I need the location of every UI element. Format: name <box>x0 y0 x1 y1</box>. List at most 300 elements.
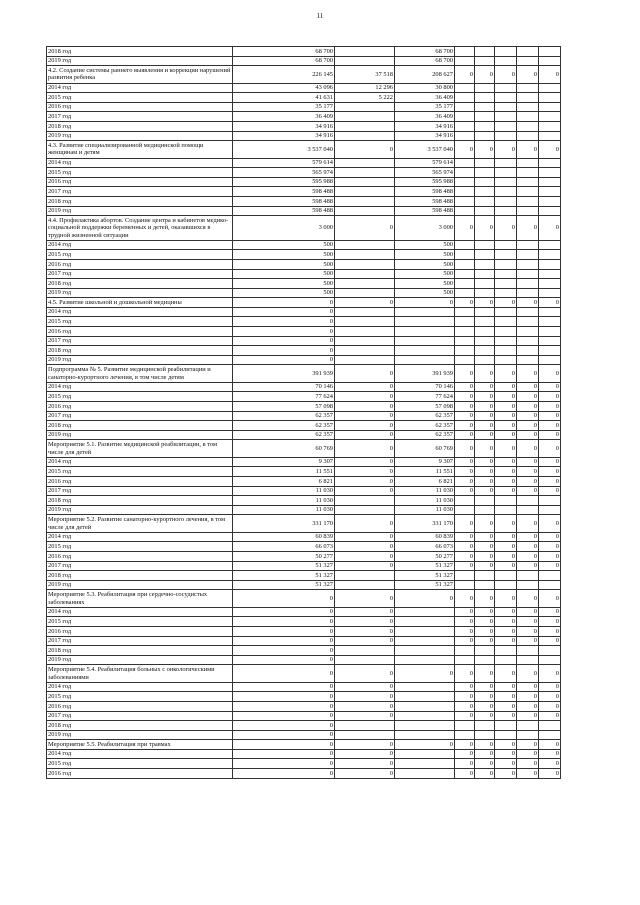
cell-c7: 0 <box>517 365 539 382</box>
cell-c8: 0 <box>539 457 561 467</box>
cell-c7: 0 <box>517 467 539 477</box>
cell-total: 60 769 <box>233 440 335 457</box>
cell-c2 <box>335 250 395 260</box>
cell-c4: 0 <box>455 402 475 412</box>
cell-c6 <box>495 307 517 317</box>
row-label: 2014 год <box>47 532 233 542</box>
cell-total: 579 614 <box>233 158 335 168</box>
cell-total: 0 <box>233 626 335 636</box>
table-row <box>47 141 561 158</box>
cell-total: 70 146 <box>233 382 335 392</box>
row-label: Мероприятие 5.5. Реабилитация при травмах <box>47 740 233 750</box>
table-row <box>47 250 561 260</box>
cell-total: 3 537 040 <box>233 141 335 158</box>
cell-c3: 598 488 <box>395 187 455 197</box>
cell-c6: 0 <box>495 590 517 607</box>
cell-c4 <box>455 279 475 289</box>
cell-c2 <box>335 346 395 356</box>
cell-c8: 0 <box>539 365 561 382</box>
cell-c2 <box>335 196 395 206</box>
cell-c7 <box>517 121 539 131</box>
cell-c7 <box>517 168 539 178</box>
cell-c2 <box>335 288 395 298</box>
cell-c2 <box>335 206 395 216</box>
cell-c2 <box>335 496 395 506</box>
cell-c8 <box>539 259 561 269</box>
cell-c4: 0 <box>455 542 475 552</box>
cell-c5 <box>475 355 495 365</box>
cell-c3: 51 327 <box>395 571 455 581</box>
cell-c4: 0 <box>455 749 475 759</box>
row-label: 2018 год <box>47 496 233 506</box>
cell-c3: 595 988 <box>395 177 455 187</box>
cell-c4: 0 <box>455 551 475 561</box>
cell-c8: 0 <box>539 626 561 636</box>
cell-c7: 0 <box>517 515 539 532</box>
row-label: 4.4. Профилактика абортов. Создание центра и кабинетов медико-социальной поддержки беременных и детей, оказавшихся в трудной жизненной ситуации <box>47 216 233 241</box>
cell-c6: 0 <box>495 486 517 496</box>
cell-c4 <box>455 505 475 515</box>
cell-c6 <box>495 505 517 515</box>
cell-c2 <box>335 317 395 327</box>
table-row <box>47 477 561 487</box>
cell-c6 <box>495 93 517 103</box>
cell-c2 <box>335 269 395 279</box>
cell-c6: 0 <box>495 617 517 627</box>
cell-c5: 0 <box>475 617 495 627</box>
cell-c3: 60 769 <box>395 440 455 457</box>
cell-total: 34 916 <box>233 131 335 141</box>
cell-c6: 0 <box>495 626 517 636</box>
cell-total: 0 <box>233 721 335 731</box>
row-label: 2014 год <box>47 682 233 692</box>
cell-c8: 0 <box>539 467 561 477</box>
cell-c6: 0 <box>495 457 517 467</box>
cell-total: 0 <box>233 701 335 711</box>
cell-c8 <box>539 336 561 346</box>
cell-c3 <box>395 759 455 769</box>
cell-total: 0 <box>233 617 335 627</box>
cell-c3: 0 <box>395 665 455 682</box>
cell-c3 <box>395 682 455 692</box>
cell-c7 <box>517 240 539 250</box>
table-row <box>47 440 561 457</box>
cell-total: 68 700 <box>233 56 335 66</box>
row-label: 2016 год <box>47 701 233 711</box>
cell-c7 <box>517 131 539 141</box>
cell-c4: 0 <box>455 759 475 769</box>
cell-c4: 0 <box>455 298 475 308</box>
table-row <box>47 187 561 197</box>
cell-c2: 0 <box>335 542 395 552</box>
row-label: 2019 год <box>47 56 233 66</box>
row-label: 2016 год <box>47 259 233 269</box>
cell-c8 <box>539 721 561 731</box>
cell-c6 <box>495 131 517 141</box>
cell-c2 <box>335 580 395 590</box>
row-label: 2015 год <box>47 317 233 327</box>
cell-c6: 0 <box>495 392 517 402</box>
cell-c5: 0 <box>475 392 495 402</box>
cell-c3: 11 030 <box>395 486 455 496</box>
cell-c2: 0 <box>335 626 395 636</box>
cell-c3: 0 <box>395 740 455 750</box>
cell-c7: 0 <box>517 66 539 83</box>
cell-c4: 0 <box>455 141 475 158</box>
cell-c4 <box>455 121 475 131</box>
row-label: 2019 год <box>47 655 233 665</box>
cell-c8: 0 <box>539 769 561 779</box>
cell-c5 <box>475 646 495 656</box>
table-row <box>47 336 561 346</box>
cell-c2: 0 <box>335 457 395 467</box>
cell-c3: 500 <box>395 240 455 250</box>
cell-c7: 0 <box>517 411 539 421</box>
cell-c7 <box>517 655 539 665</box>
table-row <box>47 259 561 269</box>
cell-c4 <box>455 355 475 365</box>
cell-c8: 0 <box>539 440 561 457</box>
cell-c6: 0 <box>495 532 517 542</box>
cell-c6: 0 <box>495 515 517 532</box>
cell-c3 <box>395 607 455 617</box>
cell-c4: 0 <box>455 477 475 487</box>
row-label: 2016 год <box>47 477 233 487</box>
cell-total: 226 145 <box>233 66 335 83</box>
table-row <box>47 158 561 168</box>
cell-c7: 0 <box>517 617 539 627</box>
cell-c7 <box>517 196 539 206</box>
cell-c7 <box>517 317 539 327</box>
cell-c7: 0 <box>517 711 539 721</box>
row-label: 4.3. Развитие специализированной медицинской помощи женщинам и детям <box>47 141 233 158</box>
cell-c7 <box>517 102 539 112</box>
cell-c6: 0 <box>495 382 517 392</box>
cell-total: 62 357 <box>233 430 335 440</box>
cell-total: 34 916 <box>233 121 335 131</box>
cell-c2 <box>335 168 395 178</box>
row-label: 2019 год <box>47 580 233 590</box>
cell-c6 <box>495 102 517 112</box>
cell-c4 <box>455 83 475 93</box>
cell-c3 <box>395 336 455 346</box>
cell-c2 <box>335 56 395 66</box>
row-label: 2017 год <box>47 711 233 721</box>
cell-total: 0 <box>233 327 335 337</box>
cell-c7 <box>517 47 539 57</box>
cell-total: 0 <box>233 336 335 346</box>
cell-c8: 0 <box>539 617 561 627</box>
cell-c8 <box>539 730 561 740</box>
cell-c5 <box>475 240 495 250</box>
table-row <box>47 486 561 496</box>
cell-c8: 0 <box>539 392 561 402</box>
cell-total: 565 974 <box>233 168 335 178</box>
cell-c7 <box>517 730 539 740</box>
cell-total: 3 000 <box>233 216 335 241</box>
cell-c2: 0 <box>335 617 395 627</box>
table-row <box>47 532 561 542</box>
cell-c2: 0 <box>335 665 395 682</box>
cell-c3 <box>395 626 455 636</box>
cell-c6: 0 <box>495 467 517 477</box>
cell-c5 <box>475 131 495 141</box>
cell-c6: 0 <box>495 430 517 440</box>
cell-c3: 30 800 <box>395 83 455 93</box>
cell-c6: 0 <box>495 682 517 692</box>
cell-c7 <box>517 83 539 93</box>
row-label: 2014 год <box>47 158 233 168</box>
cell-c8: 0 <box>539 542 561 552</box>
cell-c7 <box>517 336 539 346</box>
table-row <box>47 346 561 356</box>
cell-c2: 12 296 <box>335 83 395 93</box>
cell-c7 <box>517 112 539 122</box>
cell-c8 <box>539 177 561 187</box>
table-row <box>47 66 561 83</box>
row-label: 2014 год <box>47 749 233 759</box>
cell-c4 <box>455 240 475 250</box>
cell-c2 <box>335 158 395 168</box>
cell-c6: 0 <box>495 701 517 711</box>
table-row <box>47 392 561 402</box>
cell-c3: 62 357 <box>395 411 455 421</box>
cell-total: 0 <box>233 655 335 665</box>
cell-c7: 0 <box>517 440 539 457</box>
cell-c3 <box>395 617 455 627</box>
cell-c4 <box>455 580 475 590</box>
cell-c2 <box>335 730 395 740</box>
table-row <box>47 430 561 440</box>
cell-c3: 51 327 <box>395 580 455 590</box>
cell-c3: 500 <box>395 279 455 289</box>
row-label: 4.5. Развитие школьной и дошкольной медицины <box>47 298 233 308</box>
cell-c6 <box>495 83 517 93</box>
row-label: 2015 год <box>47 168 233 178</box>
cell-c7: 0 <box>517 682 539 692</box>
cell-c2 <box>335 112 395 122</box>
cell-c4: 0 <box>455 701 475 711</box>
table-row <box>47 496 561 506</box>
table-row <box>47 561 561 571</box>
cell-c6 <box>495 177 517 187</box>
cell-c5: 0 <box>475 467 495 477</box>
cell-c8: 0 <box>539 749 561 759</box>
cell-total: 36 409 <box>233 112 335 122</box>
row-label: 2015 год <box>47 542 233 552</box>
cell-total: 68 700 <box>233 47 335 57</box>
cell-c5: 0 <box>475 561 495 571</box>
cell-total: 11 030 <box>233 486 335 496</box>
cell-c4 <box>455 196 475 206</box>
cell-c8 <box>539 317 561 327</box>
cell-c7: 0 <box>517 759 539 769</box>
cell-c3: 11 030 <box>395 496 455 506</box>
cell-c4 <box>455 571 475 581</box>
cell-c8 <box>539 121 561 131</box>
table-row <box>47 467 561 477</box>
cell-total: 0 <box>233 692 335 702</box>
row-label: 2017 год <box>47 411 233 421</box>
cell-c3: 391 939 <box>395 365 455 382</box>
cell-c4 <box>455 102 475 112</box>
cell-c4: 0 <box>455 617 475 627</box>
cell-c8: 0 <box>539 692 561 702</box>
cell-c2 <box>335 721 395 731</box>
cell-c4: 0 <box>455 486 475 496</box>
cell-c5 <box>475 288 495 298</box>
cell-c8: 0 <box>539 298 561 308</box>
table-row <box>47 457 561 467</box>
table-row <box>47 542 561 552</box>
table-row <box>47 196 561 206</box>
cell-c7: 0 <box>517 626 539 636</box>
cell-c5: 0 <box>475 551 495 561</box>
cell-c7 <box>517 496 539 506</box>
row-label: 2015 год <box>47 759 233 769</box>
table-row <box>47 402 561 412</box>
cell-c4 <box>455 496 475 506</box>
cell-c8: 0 <box>539 421 561 431</box>
row-label: Мероприятие 5.3. Реабилитация при сердечно-сосудистых заболеваниях <box>47 590 233 607</box>
cell-c5: 0 <box>475 477 495 487</box>
cell-c5 <box>475 730 495 740</box>
table-row <box>47 701 561 711</box>
cell-c5: 0 <box>475 626 495 636</box>
cell-c2: 37 518 <box>335 66 395 83</box>
cell-c6: 0 <box>495 665 517 682</box>
cell-c5: 0 <box>475 411 495 421</box>
cell-c7: 0 <box>517 430 539 440</box>
cell-total: 500 <box>233 288 335 298</box>
cell-c6: 0 <box>495 561 517 571</box>
row-label: 2015 год <box>47 692 233 702</box>
cell-c8: 0 <box>539 477 561 487</box>
cell-c3: 62 357 <box>395 430 455 440</box>
cell-c5: 0 <box>475 759 495 769</box>
cell-c3: 11 030 <box>395 505 455 515</box>
cell-c8: 0 <box>539 141 561 158</box>
table-row <box>47 626 561 636</box>
row-label: 2019 год <box>47 730 233 740</box>
cell-c6: 0 <box>495 477 517 487</box>
cell-c8 <box>539 505 561 515</box>
cell-c3: 35 177 <box>395 102 455 112</box>
cell-c8: 0 <box>539 430 561 440</box>
cell-c7 <box>517 307 539 317</box>
cell-c6 <box>495 721 517 731</box>
cell-c6 <box>495 196 517 206</box>
cell-total: 41 631 <box>233 93 335 103</box>
cell-c6: 0 <box>495 66 517 83</box>
cell-c6 <box>495 288 517 298</box>
table-row <box>47 83 561 93</box>
cell-c5 <box>475 187 495 197</box>
cell-c8 <box>539 646 561 656</box>
cell-c6 <box>495 327 517 337</box>
cell-c8 <box>539 168 561 178</box>
cell-c7: 0 <box>517 607 539 617</box>
cell-total: 6 821 <box>233 477 335 487</box>
table-row <box>47 607 561 617</box>
cell-c4: 0 <box>455 711 475 721</box>
cell-c7 <box>517 93 539 103</box>
cell-c5: 0 <box>475 421 495 431</box>
cell-c2: 0 <box>335 551 395 561</box>
cell-total: 500 <box>233 279 335 289</box>
cell-c7: 0 <box>517 701 539 711</box>
cell-c5 <box>475 571 495 581</box>
cell-c6: 0 <box>495 636 517 646</box>
cell-c2: 0 <box>335 486 395 496</box>
table-row <box>47 216 561 241</box>
table-row <box>47 327 561 337</box>
cell-c3: 36 409 <box>395 112 455 122</box>
cell-c3: 66 073 <box>395 542 455 552</box>
cell-c3 <box>395 701 455 711</box>
row-label: Подпрограмма № 5. Развитие медицинской реабилитации и санаторно-курортного лечения, в том числе детям <box>47 365 233 382</box>
cell-total: 60 839 <box>233 532 335 542</box>
table-row <box>47 317 561 327</box>
cell-c5: 0 <box>475 701 495 711</box>
cell-c8: 0 <box>539 411 561 421</box>
cell-total: 0 <box>233 307 335 317</box>
cell-c2: 0 <box>335 561 395 571</box>
cell-total: 51 327 <box>233 561 335 571</box>
cell-c5: 0 <box>475 532 495 542</box>
table-row <box>47 646 561 656</box>
cell-c4: 0 <box>455 457 475 467</box>
cell-total: 0 <box>233 740 335 750</box>
cell-c2 <box>335 571 395 581</box>
cell-c5: 0 <box>475 682 495 692</box>
cell-c5 <box>475 327 495 337</box>
table-row <box>47 505 561 515</box>
cell-c3: 6 821 <box>395 477 455 487</box>
row-label: 2018 год <box>47 47 233 57</box>
table-row <box>47 665 561 682</box>
cell-c4: 0 <box>455 665 475 682</box>
cell-c2 <box>335 336 395 346</box>
cell-c7 <box>517 346 539 356</box>
cell-c4: 0 <box>455 740 475 750</box>
cell-c8: 0 <box>539 382 561 392</box>
cell-c8 <box>539 307 561 317</box>
cell-total: 595 988 <box>233 177 335 187</box>
cell-c2: 0 <box>335 682 395 692</box>
cell-total: 500 <box>233 269 335 279</box>
cell-total: 500 <box>233 240 335 250</box>
cell-c3 <box>395 655 455 665</box>
row-label: 2014 год <box>47 240 233 250</box>
cell-c3 <box>395 711 455 721</box>
cell-total: 0 <box>233 607 335 617</box>
table-row <box>47 515 561 532</box>
row-label: Мероприятие 5.2. Развитие санаторно-курортного лечения, в том числе для детей <box>47 515 233 532</box>
cell-c3: 208 627 <box>395 66 455 83</box>
cell-c7: 0 <box>517 551 539 561</box>
cell-c2: 0 <box>335 769 395 779</box>
table-row <box>47 711 561 721</box>
row-label: 2016 год <box>47 402 233 412</box>
cell-c3: 500 <box>395 288 455 298</box>
cell-total: 598 488 <box>233 187 335 197</box>
cell-c7 <box>517 259 539 269</box>
cell-c6 <box>495 355 517 365</box>
cell-c3: 62 357 <box>395 421 455 431</box>
table-row <box>47 56 561 66</box>
cell-c3: 51 327 <box>395 561 455 571</box>
